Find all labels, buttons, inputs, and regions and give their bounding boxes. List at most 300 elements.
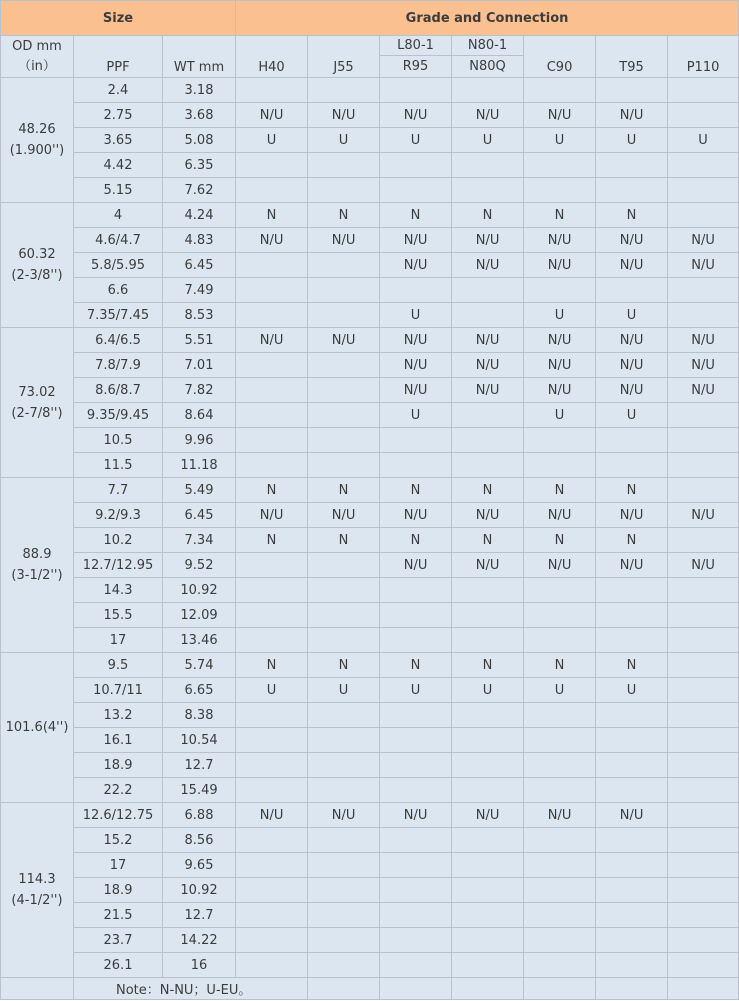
table-row: [1, 953, 739, 978]
wt-cell: 11.18: [163, 453, 236, 478]
wt-cell: 12.7: [163, 753, 236, 778]
ppf-cell: 22.2: [74, 778, 163, 803]
ppf-column-header: PPF: [74, 36, 163, 78]
grade-cell: [236, 853, 308, 878]
grade-cell: [380, 753, 452, 778]
grade-cell: U: [308, 128, 380, 153]
wt-cell: 7.82: [163, 378, 236, 403]
grade-cell: [380, 428, 452, 453]
note-empty-cell: [668, 978, 739, 1000]
table-row: [1, 528, 739, 553]
grade-cell: N/U: [380, 553, 452, 578]
grade-cell: U: [596, 303, 668, 328]
grade-cell: [596, 178, 668, 203]
grade-cell: [236, 928, 308, 953]
grade-cell: N/U: [236, 503, 308, 528]
grade-header-p110: P110: [668, 36, 739, 78]
grade-cell: [524, 853, 596, 878]
grade-cell: [524, 828, 596, 853]
wt-cell: 4.83: [163, 228, 236, 253]
grade-cell: N/U: [524, 328, 596, 353]
ppf-cell: 4.6/4.7: [74, 228, 163, 253]
od-inch-value: (2-3/8''): [11, 268, 63, 283]
grade-cell: [308, 403, 380, 428]
grade-cell: [236, 78, 308, 103]
grade-cell: [452, 728, 524, 753]
grade-cell: [452, 403, 524, 428]
grade-cell: [380, 878, 452, 903]
grade-cell: [308, 953, 380, 978]
grade-cell: N: [380, 203, 452, 228]
note-empty-cell: [380, 978, 452, 1000]
table-row: [1, 78, 739, 103]
grade-connection-header: Grade and Connection: [236, 1, 739, 36]
wt-cell: 6.65: [163, 678, 236, 703]
ppf-cell: 5.15: [74, 178, 163, 203]
grade-cell: [236, 603, 308, 628]
grade-cell: N/U: [596, 328, 668, 353]
grade-cell: N/U: [380, 228, 452, 253]
wt-cell: 5.49: [163, 478, 236, 503]
ppf-cell: 12.7/12.95: [74, 553, 163, 578]
ppf-cell: 6.6: [74, 278, 163, 303]
grade-cell: N: [236, 203, 308, 228]
grade-cell: [668, 903, 739, 928]
grade-cell: [236, 453, 308, 478]
ppf-cell: 3.65: [74, 128, 163, 153]
grade-cell: [308, 578, 380, 603]
grade-cell: [524, 428, 596, 453]
grade-cell: [452, 428, 524, 453]
grade-cell: U: [596, 128, 668, 153]
grade-cell: N/U: [452, 328, 524, 353]
grade-cell: [668, 878, 739, 903]
grade-cell: [524, 453, 596, 478]
grade-cell: [668, 928, 739, 953]
ppf-cell: 18.9: [74, 753, 163, 778]
grade-cell: [668, 728, 739, 753]
ppf-cell: 6.4/6.5: [74, 328, 163, 353]
grade-cell: N: [308, 653, 380, 678]
table-row: [1, 153, 739, 178]
wt-cell: 15.49: [163, 778, 236, 803]
ppf-cell: 15.2: [74, 828, 163, 853]
wt-cell: 6.45: [163, 503, 236, 528]
grade-cell: [452, 178, 524, 203]
grade-cell: N: [452, 478, 524, 503]
grade-cell: N: [524, 653, 596, 678]
table-row: [1, 403, 739, 428]
grade-cell: [380, 78, 452, 103]
grade-cell: N/U: [236, 803, 308, 828]
table-row: [1, 478, 739, 503]
grade-cell: [236, 628, 308, 653]
grade-cell: N/U: [524, 553, 596, 578]
grade-cell: N/U: [452, 553, 524, 578]
grade-cell: [236, 378, 308, 403]
grade-cell: [668, 103, 739, 128]
od-header-line2: （in）: [18, 58, 56, 74]
grade-cell: [668, 278, 739, 303]
grade-cell: N/U: [668, 328, 739, 353]
table-row: [1, 303, 739, 328]
grade-cell: [452, 603, 524, 628]
grade-cell: [380, 828, 452, 853]
grade-cell: N: [236, 478, 308, 503]
table-row: [1, 603, 739, 628]
wt-cell: 10.54: [163, 728, 236, 753]
grade-cell: N/U: [380, 353, 452, 378]
grade-cell: [596, 428, 668, 453]
grade-cell: N/U: [308, 503, 380, 528]
wt-cell: 6.35: [163, 153, 236, 178]
grade-cell: [452, 953, 524, 978]
table-row: [1, 878, 739, 903]
grade-cell: [308, 428, 380, 453]
wt-cell: 7.62: [163, 178, 236, 203]
table-row: [1, 628, 739, 653]
grade-cell: U: [524, 303, 596, 328]
note-text: Note：N-NU；U-EU。: [74, 978, 308, 1000]
ppf-cell: 18.9: [74, 878, 163, 903]
grade-cell: [596, 928, 668, 953]
grade-cell: N/U: [524, 378, 596, 403]
wt-cell: 12.7: [163, 903, 236, 928]
table-row: [1, 778, 739, 803]
size-header: Size: [1, 1, 236, 36]
ppf-cell: 10.5: [74, 428, 163, 453]
grade-cell: [308, 253, 380, 278]
table-row: [1, 278, 739, 303]
grade-cell: N/U: [668, 553, 739, 578]
ppf-cell: 13.2: [74, 703, 163, 728]
grade-cell: N/U: [380, 503, 452, 528]
ppf-cell: 4.42: [74, 153, 163, 178]
grade-cell: [308, 928, 380, 953]
grade-cell: U: [668, 128, 739, 153]
grade-cell: N/U: [452, 253, 524, 278]
grade-header-j55: J55: [308, 36, 380, 78]
ppf-cell: 17: [74, 853, 163, 878]
od-mm-value: 88.9: [22, 547, 52, 562]
grade-cell: U: [524, 128, 596, 153]
grade-cell: N/U: [596, 378, 668, 403]
grade-cell: [236, 553, 308, 578]
wt-cell: 7.49: [163, 278, 236, 303]
grade-cell: [596, 278, 668, 303]
grade-cell: [236, 778, 308, 803]
od-inch-value: (3-1/2''): [11, 568, 63, 583]
wt-cell: 12.09: [163, 603, 236, 628]
grade-cell: [668, 178, 739, 203]
grade-cell: [236, 428, 308, 453]
grade-cell: [524, 878, 596, 903]
ppf-cell: 11.5: [74, 453, 163, 478]
wt-cell: 8.64: [163, 403, 236, 428]
table-row: [1, 178, 739, 203]
grade-cell: [524, 178, 596, 203]
grade-cell: N: [380, 653, 452, 678]
grade-cell: N/U: [308, 228, 380, 253]
grade-cell: [596, 153, 668, 178]
grade-cell: [308, 153, 380, 178]
table-row: [1, 103, 739, 128]
grade-cell: [452, 628, 524, 653]
ppf-cell: 23.7: [74, 928, 163, 953]
od-mm-value: 60.32: [18, 247, 56, 262]
grade-cell: N/U: [596, 553, 668, 578]
grade-cell: [596, 778, 668, 803]
od-column-header: [1, 36, 74, 78]
ppf-cell: 17: [74, 628, 163, 653]
grade-cell: [524, 778, 596, 803]
grade-cell: [596, 703, 668, 728]
grade-cell: [308, 378, 380, 403]
grade-cell: [668, 803, 739, 828]
wt-cell: 7.34: [163, 528, 236, 553]
grade-cell: N/U: [380, 103, 452, 128]
grade-cell: N/U: [524, 503, 596, 528]
grade-cell: [524, 703, 596, 728]
ppf-cell: 7.8/7.9: [74, 353, 163, 378]
od-mm-value: 101.6(4''): [5, 720, 69, 735]
table-body: [1, 78, 739, 1000]
grade-cell: [236, 153, 308, 178]
od-mm-value: 73.02: [18, 384, 56, 400]
grade-cell: [668, 403, 739, 428]
grade-cell: U: [380, 403, 452, 428]
ppf-cell: 9.2/9.3: [74, 503, 163, 528]
grade-cell: N/U: [596, 103, 668, 128]
grade-cell: N: [524, 203, 596, 228]
grade-header-h40: H40: [236, 36, 308, 78]
grade-cell: N/U: [452, 103, 524, 128]
grade-cell: [668, 853, 739, 878]
grade-cell: [236, 953, 308, 978]
grade-cell: N: [380, 478, 452, 503]
grade-cell: [668, 703, 739, 728]
grade-cell: U: [308, 678, 380, 703]
grade-cell: N: [524, 528, 596, 553]
ppf-cell: 10.7/11: [74, 678, 163, 703]
grade-cell: [452, 903, 524, 928]
grade-cell: N/U: [452, 803, 524, 828]
grade-cell: N/U: [524, 353, 596, 378]
grade-cell: [524, 903, 596, 928]
grade-cell: [524, 78, 596, 103]
grade-cell: [452, 78, 524, 103]
od-size-cell: [1, 478, 74, 653]
wt-cell: 9.52: [163, 553, 236, 578]
grade-cell: [668, 153, 739, 178]
grade-cell: N: [308, 478, 380, 503]
grade-cell: [380, 453, 452, 478]
wt-cell: 5.51: [163, 328, 236, 353]
od-header-line1: OD mm: [12, 38, 62, 54]
wt-cell: 8.38: [163, 703, 236, 728]
grade-cell: [308, 178, 380, 203]
wt-cell: 8.53: [163, 303, 236, 328]
grade-cell: [668, 203, 739, 228]
grade-cell: [308, 728, 380, 753]
grade-cell: N/U: [380, 253, 452, 278]
grade-cell: [596, 753, 668, 778]
grade-cell: N/U: [236, 228, 308, 253]
wt-cell: 9.65: [163, 853, 236, 878]
od-mm-value: 114.3: [18, 872, 56, 887]
grade-cell: U: [524, 403, 596, 428]
table-row: [1, 203, 739, 228]
ppf-cell: 8.6/8.7: [74, 378, 163, 403]
grade-cell: N/U: [524, 103, 596, 128]
table-row: [1, 228, 739, 253]
grade-cell: [524, 578, 596, 603]
grade-cell: N/U: [380, 803, 452, 828]
grade-cell: U: [236, 128, 308, 153]
grade-cell: [452, 853, 524, 878]
grade-cell: [668, 453, 739, 478]
table-row: [1, 553, 739, 578]
grade-cell: U: [236, 678, 308, 703]
grade-cell: [596, 628, 668, 653]
grade-cell: [380, 853, 452, 878]
table-row: [1, 253, 739, 278]
grade-cell: N/U: [668, 353, 739, 378]
wt-cell: 6.45: [163, 253, 236, 278]
grade-cell: N: [308, 203, 380, 228]
table-row: [1, 853, 739, 878]
grade-cell: [380, 728, 452, 753]
grade-cell: [524, 153, 596, 178]
table-row: [1, 703, 739, 728]
note-empty-cell: [596, 978, 668, 1000]
grade-cell: [668, 578, 739, 603]
ppf-cell: 21.5: [74, 903, 163, 928]
grade-cell: N: [596, 478, 668, 503]
wt-cell: 5.08: [163, 128, 236, 153]
grade-cell: [596, 828, 668, 853]
grade-cell: [596, 903, 668, 928]
ppf-cell: 16.1: [74, 728, 163, 753]
grade-cell: [308, 853, 380, 878]
table-row: [1, 678, 739, 703]
wt-cell: 8.56: [163, 828, 236, 853]
grade-cell: [668, 678, 739, 703]
grade-cell: N/U: [452, 228, 524, 253]
grade-cell: U: [452, 678, 524, 703]
grade-cell: [236, 753, 308, 778]
ppf-cell: 9.5: [74, 653, 163, 678]
grade-cell: [308, 553, 380, 578]
table-row: [1, 578, 739, 603]
grade-cell: [380, 953, 452, 978]
grade-cell: [524, 753, 596, 778]
grade-cell: [380, 903, 452, 928]
wt-column-header: WT mm: [163, 36, 236, 78]
table-row: [1, 128, 739, 153]
grade-cell: [596, 578, 668, 603]
grade-cell: [668, 828, 739, 853]
grade-cell: U: [380, 678, 452, 703]
grade-cell: N: [452, 528, 524, 553]
grade-cell: [668, 628, 739, 653]
grade-cell: [308, 628, 380, 653]
wt-cell: 9.96: [163, 428, 236, 453]
grade-cell: [524, 278, 596, 303]
note-empty-cell: [452, 978, 524, 1000]
grade-cell: [236, 828, 308, 853]
grade-cell: [452, 578, 524, 603]
note-empty-cell: [524, 978, 596, 1000]
grade-cell: [596, 853, 668, 878]
grade-cell: [308, 603, 380, 628]
grade-header-n80q: N80Q: [452, 56, 524, 78]
grade-cell: N/U: [308, 103, 380, 128]
grade-header-n80-1: N80-1: [452, 36, 524, 56]
grade-cell: [308, 453, 380, 478]
grade-cell: N: [452, 203, 524, 228]
grade-cell: N: [236, 653, 308, 678]
od-size-cell: [1, 803, 74, 978]
wt-cell: 7.01: [163, 353, 236, 378]
ppf-cell: 15.5: [74, 603, 163, 628]
grade-cell: [668, 303, 739, 328]
grade-cell: [236, 353, 308, 378]
grade-cell: N/U: [668, 503, 739, 528]
grade-cell: N/U: [668, 228, 739, 253]
grade-cell: N/U: [596, 253, 668, 278]
grade-cell: [380, 578, 452, 603]
grade-cell: [452, 778, 524, 803]
grade-cell: [452, 928, 524, 953]
grade-cell: U: [452, 128, 524, 153]
table-header: [1, 1, 739, 78]
grade-cell: N/U: [380, 378, 452, 403]
od-size-cell: [1, 203, 74, 328]
ppf-cell: 2.75: [74, 103, 163, 128]
table-row: [1, 353, 739, 378]
grade-cell: [668, 953, 739, 978]
grade-cell: [308, 703, 380, 728]
od-inch-value: (1.900''): [9, 143, 65, 158]
table-row: [1, 503, 739, 528]
grade-cell: N: [524, 478, 596, 503]
grade-cell: [380, 928, 452, 953]
table-row: [1, 803, 739, 828]
grade-cell: [452, 753, 524, 778]
grade-cell: [596, 453, 668, 478]
grade-cell: [236, 253, 308, 278]
grade-cell: [668, 653, 739, 678]
grade-cell: N: [596, 203, 668, 228]
grade-cell: U: [380, 303, 452, 328]
ppf-cell: 7.35/7.45: [74, 303, 163, 328]
table-row: [1, 928, 739, 953]
wt-cell: 3.18: [163, 78, 236, 103]
grade-cell: [452, 878, 524, 903]
grade-cell: [236, 903, 308, 928]
grade-cell: N/U: [236, 103, 308, 128]
grade-cell: [452, 453, 524, 478]
ppf-cell: 12.6/12.75: [74, 803, 163, 828]
grade-cell: [668, 603, 739, 628]
grade-cell: [308, 303, 380, 328]
grade-header-c90: C90: [524, 36, 596, 78]
grade-cell: U: [524, 678, 596, 703]
grade-cell: N/U: [596, 803, 668, 828]
grade-cell: [380, 703, 452, 728]
grade-cell: N: [236, 528, 308, 553]
